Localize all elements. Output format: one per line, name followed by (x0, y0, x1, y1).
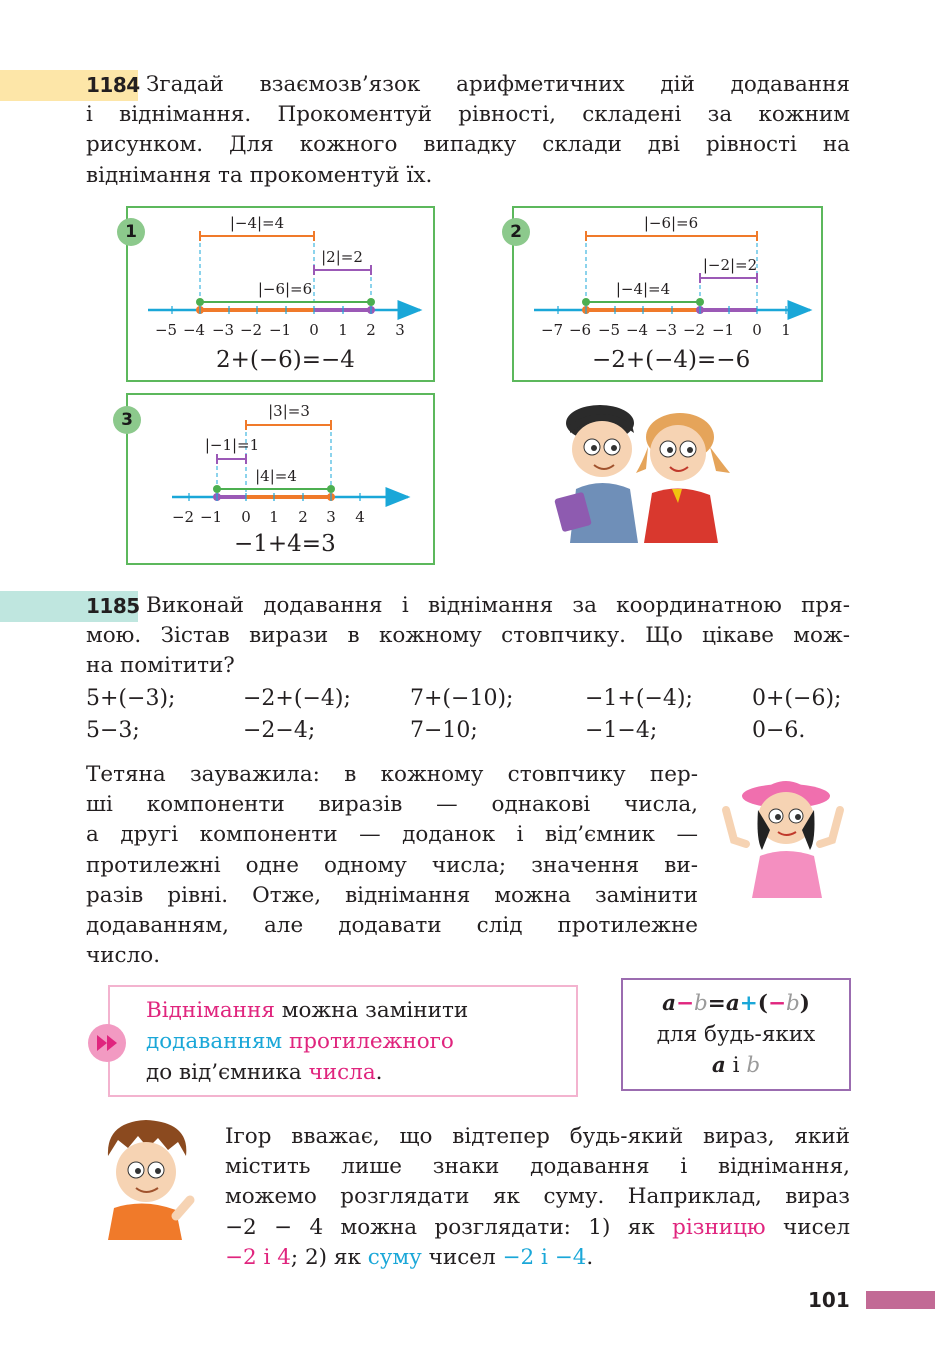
text-line: на помітити? (86, 653, 235, 679)
rule-word: до від’ємника (146, 1060, 309, 1085)
text-line: містить лише знаки додавання і віднімання, (225, 1154, 850, 1180)
text-line: можемо розглядати як суму. Наприклад, вираз (225, 1184, 850, 1210)
tick-label: −1 (268, 321, 292, 339)
panel-equation: −2+(−4)=−6 (592, 347, 751, 373)
tick-label: 1 (338, 321, 348, 339)
formula-caption: для будь-яких (656, 1022, 816, 1047)
text-fragment: −2 − 4 можна розглядати: 1) як (225, 1214, 673, 1240)
tick-label: 0 (309, 321, 319, 339)
tick-label: −3 (654, 321, 678, 339)
formula-caption-vars (623, 1050, 849, 1081)
expression: −2−4; (243, 718, 316, 743)
segment-point (367, 298, 375, 306)
text-fragment: чисел (421, 1244, 503, 1270)
formula-symbol: + (739, 991, 758, 1016)
fast-forward-icon (88, 1024, 126, 1062)
formula-symbol: b (694, 991, 708, 1016)
formula-symbol: b (785, 991, 800, 1016)
modulus-label: |−2|=2 (702, 256, 758, 274)
text-fragment: чисел (765, 1214, 850, 1240)
expression: −2+(−4); (243, 686, 351, 711)
rule-word: протилежного (288, 1029, 454, 1054)
text-line: рисунком. Для кожного випадку склади дві рівності на (86, 132, 850, 158)
text-fragment: ; 2) як (290, 1244, 368, 1270)
tick-label: −6 (568, 321, 592, 339)
girl-illustration (716, 770, 850, 900)
formula-box (621, 978, 851, 1091)
rule-word: додаванням (146, 1029, 283, 1054)
text-line: мою. Зістав вирази в кожному стовпчику. Що цікаве мож- (86, 623, 850, 649)
text-line: Виконай додавання і віднімання за координатною пря- (146, 593, 850, 618)
tick-label: 2 (298, 508, 308, 526)
text-line: додаванням, але додавати слід протилежне (86, 913, 698, 939)
formula-symbol: ) (799, 991, 810, 1016)
segment-point (582, 298, 590, 306)
text-fragment: суму (367, 1244, 422, 1270)
tick-label: −2 (682, 321, 706, 339)
text-line: протилежні одне одному числа; значення ви- (86, 852, 698, 878)
formula-symbol: a (711, 1053, 726, 1078)
exercise-text-1184 (86, 70, 850, 191)
formula-symbol: = (707, 991, 726, 1016)
tick-label: −2 (171, 508, 195, 526)
tick-label: 0 (752, 321, 762, 339)
tick-label: −1 (199, 508, 223, 526)
rule-word: можна замінити (274, 998, 469, 1023)
page-marker-bar (866, 1291, 935, 1309)
expression: −1−4; (585, 718, 658, 743)
tick-label: 2 (366, 321, 376, 339)
expression: 0+(−6); (752, 686, 842, 711)
tick-label: 3 (395, 321, 405, 339)
segment-point (196, 298, 204, 306)
text-line: разів рівні. Отже, віднімання можна замінити (86, 882, 698, 908)
tick-label: −5 (597, 321, 621, 339)
formula-symbol: b (746, 1053, 761, 1078)
tick-label: −5 (154, 321, 178, 339)
tick-label: 0 (241, 508, 251, 526)
tick-label: −7 (540, 321, 564, 339)
tick-label: 1 (269, 508, 279, 526)
panel-badge-1: 1 (117, 218, 145, 246)
text-line (225, 1213, 850, 1243)
formula-line (623, 988, 849, 1019)
text-fragment: −2 і −4 (502, 1244, 587, 1270)
ihor-remark (225, 1122, 850, 1273)
tick-label: −4 (182, 321, 206, 339)
segment-point (327, 485, 335, 493)
tick-label: −2 (239, 321, 263, 339)
expression: 7+(−10); (410, 686, 514, 711)
modulus-label: |−4|=4 (615, 280, 671, 298)
tick-label: −3 (211, 321, 235, 339)
number-line-panel-1 (126, 206, 435, 382)
text-line: віднімання та прокоментуй їх. (86, 162, 433, 188)
rule-box (108, 985, 578, 1097)
text-line (225, 1243, 850, 1273)
text-line: а другі компоненти — доданок і від’ємник — (86, 822, 698, 848)
expression: −1+(−4); (585, 686, 693, 711)
tetiana-remark (86, 760, 698, 971)
text-line: Згадай взаємозв’язок арифметичних дій додавання (146, 72, 850, 97)
expression: 5+(−3); (86, 686, 176, 711)
segment-point (696, 298, 704, 306)
expression: 7−10; (410, 718, 478, 743)
panel-badge-3: 3 (113, 406, 141, 434)
tick-label: −4 (625, 321, 649, 339)
text-line: число. (86, 943, 161, 969)
panel-equation: 2+(−6)=−4 (216, 347, 355, 373)
tick-label: −1 (711, 321, 735, 339)
text-fragment: . (586, 1244, 594, 1270)
modulus-label: |−4|=4 (229, 214, 285, 232)
panel-equation: −1+4=3 (234, 531, 336, 557)
formula-symbol: a (662, 991, 677, 1016)
text-line: і віднімання. Прокоментуй рівності, складені за кожним (86, 102, 850, 128)
text-line: ші компоненти виразів — однакові числа, (86, 792, 698, 818)
modulus-label: |−1|=1 (204, 436, 260, 454)
expression: 5−3; (86, 718, 140, 743)
tick-label: 1 (781, 321, 791, 339)
exercise-number-1184: 1184 (86, 73, 140, 97)
formula-symbol: − (767, 991, 786, 1016)
rule-word (282, 1029, 289, 1054)
modulus-label: |4|=4 (255, 467, 297, 485)
rule-word: числа (308, 1060, 376, 1085)
rule-word: . (375, 1060, 383, 1085)
segment-point (213, 485, 221, 493)
text-line: Тетяна зауважила: в кожному стовпчику пер- (86, 762, 698, 787)
rule-word: Віднімання (146, 998, 275, 1023)
number-line-panel-2 (512, 206, 823, 382)
modulus-label: |2|=2 (321, 248, 363, 266)
boy-illustration (98, 1116, 198, 1240)
panel-badge-2: 2 (502, 218, 530, 246)
modulus-label: |3|=3 (268, 402, 310, 420)
page-number: 101 (808, 1288, 850, 1312)
rule-text (146, 995, 468, 1088)
tick-label: 3 (326, 508, 336, 526)
exercise-text-1185 (86, 591, 850, 682)
formula-symbol: a (725, 991, 740, 1016)
text-line: Ігор вважає, що відтепер будь-який вираз, який (225, 1124, 850, 1149)
tick-label: 4 (355, 508, 365, 526)
text-fragment: різницю (672, 1214, 766, 1240)
modulus-label: |−6|=6 (643, 214, 699, 232)
number-line-panel-3 (126, 393, 435, 565)
formula-symbol: ( (757, 991, 768, 1016)
expression: 0−6. (752, 718, 806, 743)
fast-forward-glyph (88, 1024, 126, 1062)
exercise-number-1185: 1185 (86, 594, 140, 618)
text-fragment: −2 і 4 (225, 1244, 291, 1270)
modulus-label: |−6|=6 (257, 280, 313, 298)
formula-symbol: і (725, 1053, 747, 1078)
formula-symbol: − (676, 991, 695, 1016)
children-illustration (552, 403, 744, 549)
